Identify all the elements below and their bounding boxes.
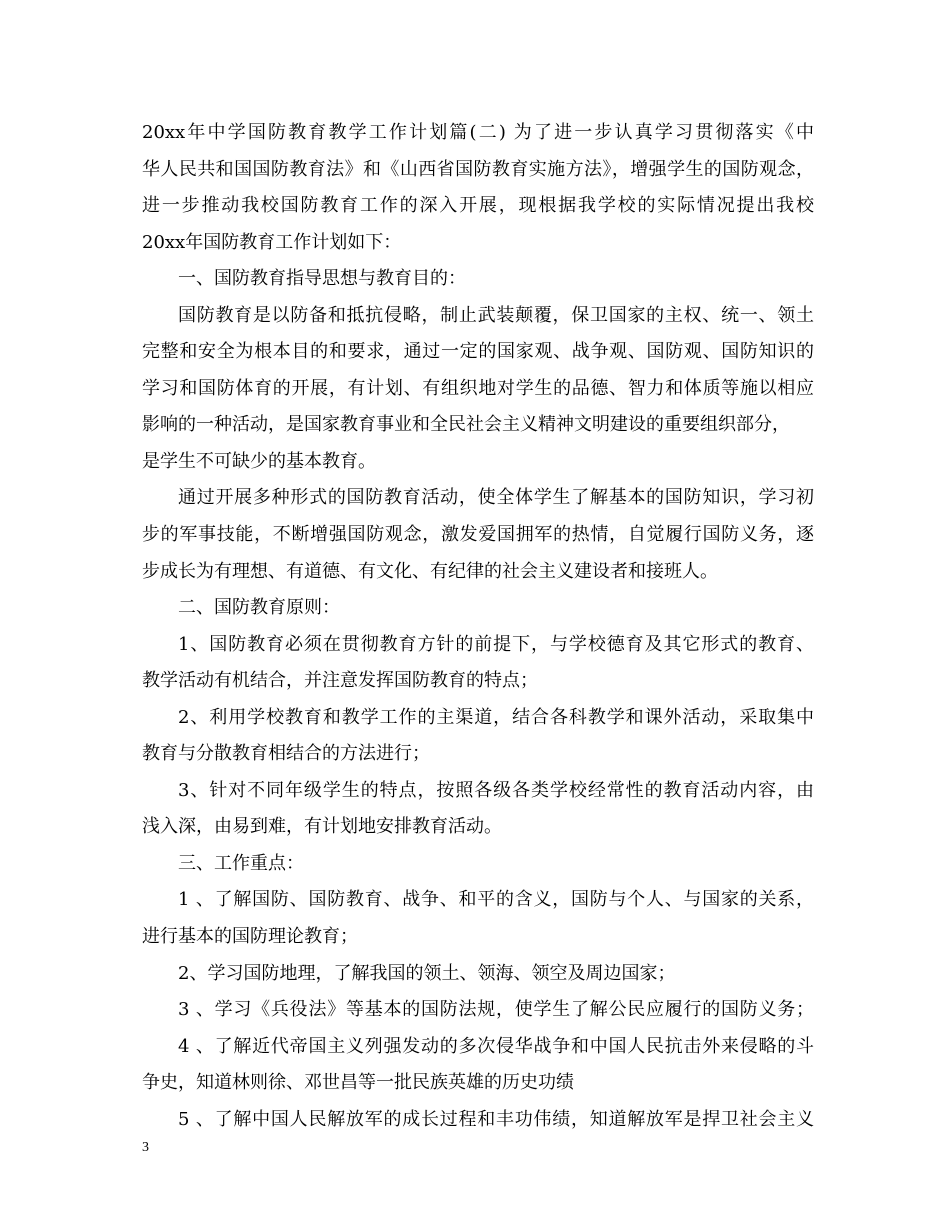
section-heading: 二、国防教育原则： bbox=[178, 597, 340, 619]
text-line: 2、学习国防地理，了解我国的领土、领海、领空及周边国家； bbox=[178, 962, 676, 984]
text-line: 1、国防教育必须在贯彻教育方针的前提下，与学校德育及其它形式的教育、 bbox=[178, 633, 814, 655]
text-line: 3 、学习《兵役法》等基本的国防法规，使学生了解公民应履行的国防义务； bbox=[178, 999, 814, 1021]
text-line: 学习和国防体育的开展，有计划、有组织地对学生的品德、智力和体质等施以相应 bbox=[142, 377, 814, 399]
text-line: 浅入深，由易到难，有计划地安排教育活动。 bbox=[142, 816, 502, 838]
text-line: 进行基本的国防理论教育； bbox=[142, 926, 358, 948]
text-line: 教学活动有机结合，并注意发挥国防教育的特点； bbox=[142, 670, 538, 692]
text-line: 4 、了解近代帝国主义列强发动的多次侵华战争和中国人民抗击外来侵略的斗 bbox=[178, 1035, 814, 1057]
text-line: 影响的一种活动，是国家教育事业和全民社会主义精神文明建设的重要组织部分， bbox=[142, 414, 790, 436]
document-body bbox=[142, 115, 814, 1138]
section-heading: 一、国防教育指导思想与教育目的： bbox=[178, 268, 466, 290]
text-line: 华人民共和国国防教育法》和《山西省国防教育实施方法》，增强学生的国防观念， bbox=[142, 158, 814, 180]
text-line: 20xx年国防教育工作计划如下： bbox=[142, 231, 402, 253]
text-line: 步成长为有理想、有道德、有文化、有纪律的社会主义建设者和接班人。 bbox=[142, 560, 718, 582]
text-line: 国防教育是以防备和抵抗侵略，制止武装颠覆，保卫国家的主权、统一、领土 bbox=[178, 304, 814, 326]
text-line: 通过开展多种形式的国防教育活动，使全体学生了解基本的国防知识，学习初 bbox=[178, 487, 814, 509]
text-line: 20xx年中学国防教育教学工作计划篇(二) 为了进一步认真学习贯彻落实《中 bbox=[142, 122, 814, 143]
text-line: 步的军事技能，不断增强国防观念，激发爱国拥军的热情，自觉履行国防义务，逐 bbox=[142, 524, 814, 546]
text-line: 1 、了解国防、国防教育、战争、和平的含义，国防与个人、与国家的关系， bbox=[178, 889, 814, 911]
section-heading: 三、工作重点： bbox=[178, 852, 304, 874]
page-number: 3 bbox=[142, 1140, 149, 1155]
text-line: 教育与分散教育相结合的方法进行； bbox=[142, 743, 430, 765]
text-line: 是学生不可缺少的基本教育。 bbox=[142, 450, 376, 472]
text-line: 5 、了解中国人民解放军的成长过程和丰功伟绩，知道解放军是捍卫社会主义 bbox=[178, 1108, 814, 1130]
text-line: 进一步推动我校国防教育工作的深入开展，现根据我学校的实际情况提出我校 bbox=[142, 195, 814, 217]
text-line: 争史，知道林则徐、邓世昌等一批民族英雄的历史功绩 bbox=[142, 1072, 574, 1094]
text-line: 2、利用学校教育和教学工作的主渠道，结合各科教学和课外活动，采取集中 bbox=[178, 706, 814, 728]
text-line: 3、针对不同年级学生的特点，按照各级各类学校经常性的教育活动内容，由 bbox=[178, 779, 814, 801]
text-line: 完整和安全为根本目的和要求，通过一定的国家观、战争观、国防观、国防知识的 bbox=[142, 341, 814, 363]
